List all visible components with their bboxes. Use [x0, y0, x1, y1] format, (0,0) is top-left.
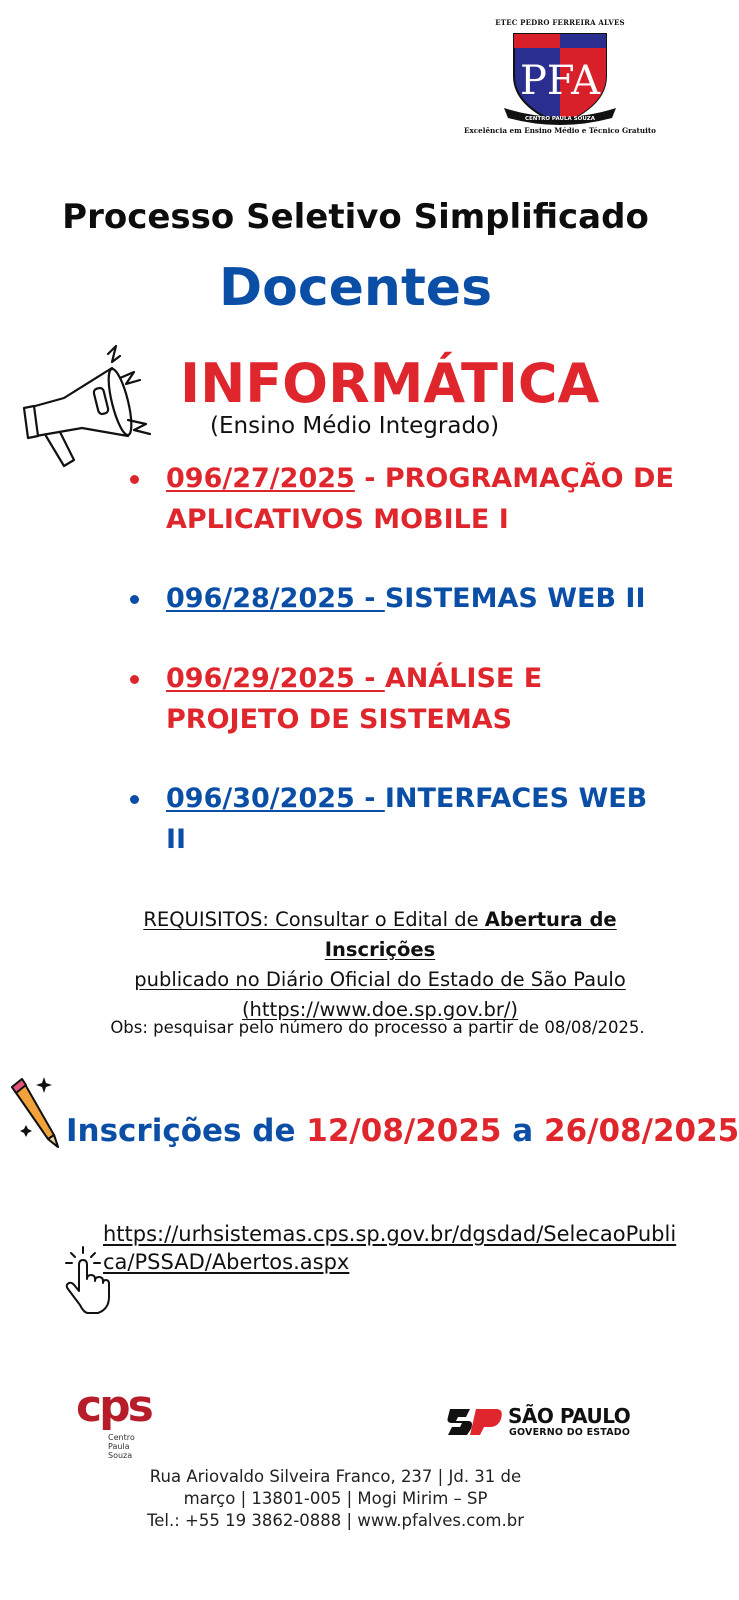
item-separator: - [354, 463, 385, 494]
bullet [130, 475, 139, 484]
registration-link[interactable]: https://urhsistemas.cps.sp.gov.br/dgsdad/SelecaoPublica/PSSAD/Abertos.aspx [103, 1222, 677, 1274]
registration-label: Inscrições de [66, 1113, 307, 1149]
logo-monogram: PFA [519, 58, 601, 104]
requirements [90, 905, 670, 1025]
sp-logo-mark [446, 1405, 504, 1439]
item-code[interactable]: 096/27/2025 [166, 463, 355, 494]
requirements-bold: Abertura de Inscrições [324, 908, 617, 961]
item-code[interactable]: 096/30/2025 - [166, 783, 385, 814]
megaphone-icon [16, 340, 156, 475]
school-name: ETEC PEDRO FERREIRA ALVES [495, 18, 625, 27]
pencil-icon [8, 1073, 64, 1153]
registration-start: 12/08/2025 [306, 1113, 502, 1149]
item-code[interactable]: 096/29/2025 - [166, 663, 385, 694]
address-line: março | 13801-005 | Mogi Mirim – SP [183, 1489, 488, 1508]
cps-logo [76, 1381, 166, 1460]
bullet [130, 675, 139, 684]
item-code[interactable]: 096/28/2025 - [166, 583, 385, 614]
shield-emblem [500, 28, 620, 128]
sp-logo-subtitle: GOVERNO DO ESTADO [509, 1427, 631, 1438]
bullet [130, 795, 139, 804]
footer-address [0, 1466, 691, 1532]
address-contact[interactable]: Tel.: +55 19 3862-0888 | www.pfalves.com.br [146, 1511, 525, 1530]
item-name: SISTEMAS WEB II [384, 583, 646, 614]
doe-link[interactable]: (https://www.doe.sp.gov.br/) [241, 998, 519, 1021]
address-line: Rua Ariovaldo Silveira Franco, 237 | Jd. 31 de [149, 1467, 522, 1486]
page-title: Processo Seletivo Simplificado [62, 197, 649, 237]
bullet [130, 595, 139, 604]
logo-banner: CENTRO PAULA SOUZA [524, 116, 596, 122]
registration-dates [66, 1113, 739, 1149]
school-logo [464, 18, 656, 136]
item-name: INTERFACES WEB II [166, 783, 648, 855]
title-area: INFORMÁTICA [180, 352, 600, 415]
observation: Obs: pesquisar pelo número do processo a partir de 08/08/2025. [110, 1018, 645, 1037]
registration-end: 26/08/2025 [544, 1113, 739, 1149]
sp-logo-title: SÃO PAULO [508, 1404, 631, 1428]
cps-logo-mark: cps [76, 1381, 151, 1432]
sp-government-logo [446, 1402, 646, 1442]
cps-logo-name: Centro Paula Souza [108, 1433, 135, 1460]
requirements-line2: publicado no Diário Oficial do Estado de São Paulo [134, 968, 626, 991]
school-tagline: Excelência em Ensino Médio e Técnico Gratuito [464, 126, 656, 135]
requirements-prefix: REQUISITOS: Consultar o Edital de [143, 908, 485, 931]
item-name: ANÁLISE E PROJETO DE SISTEMAS [166, 663, 543, 735]
item-name: PROGRAMAÇÃO DE APLICATIVOS MOBILE I [166, 463, 674, 535]
registration-mid: a [501, 1113, 545, 1149]
title-docentes: Docentes [218, 258, 493, 318]
subtitle: (Ensino Médio Integrado) [210, 413, 500, 439]
